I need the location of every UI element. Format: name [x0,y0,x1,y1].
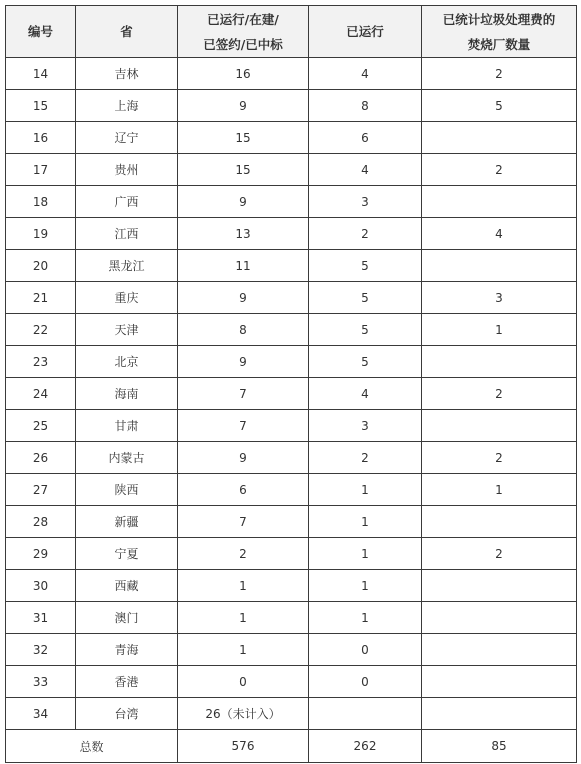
cell-province: 宁夏 [76,538,178,570]
cell-fee-count [422,570,577,602]
cell-province: 内蒙古 [76,442,178,474]
cell-fee-count: 2 [422,378,577,410]
cell-total-plants: 11 [178,250,309,282]
total-row [6,730,577,763]
header-id: 编号 [6,6,76,58]
table-row [6,154,577,186]
cell-fee-count: 2 [422,154,577,186]
cell-province: 台湾 [76,698,178,730]
header-fee-count [422,6,577,58]
table-row [6,634,577,666]
cell-province: 甘肃 [76,410,178,442]
cell-total-plants: 15 [178,154,309,186]
cell-operating: 2 [309,442,422,474]
table-row [6,186,577,218]
cell-id: 17 [6,154,76,186]
cell-total-plants: 7 [178,378,309,410]
header-total-line1: 已运行/在建/ [207,11,279,27]
cell-total-plants: 26（未计入） [178,698,309,730]
cell-province: 天津 [76,314,178,346]
table-row [6,442,577,474]
cell-id: 34 [6,698,76,730]
cell-id: 19 [6,218,76,250]
cell-province: 新疆 [76,506,178,538]
cell-id: 15 [6,90,76,122]
cell-fee-count: 1 [422,474,577,506]
cell-total-plants: 9 [178,346,309,378]
cell-operating: 1 [309,474,422,506]
cell-operating: 4 [309,378,422,410]
cell-operating: 3 [309,410,422,442]
cell-id: 31 [6,602,76,634]
table-row [6,698,577,730]
table-header [6,6,577,58]
cell-operating: 4 [309,58,422,90]
total-operating-sum: 262 [309,730,422,763]
cell-id: 27 [6,474,76,506]
table-row [6,314,577,346]
cell-province: 西藏 [76,570,178,602]
cell-id: 18 [6,186,76,218]
cell-province: 上海 [76,90,178,122]
cell-id: 22 [6,314,76,346]
cell-fee-count [422,410,577,442]
cell-id: 26 [6,442,76,474]
cell-fee-count: 2 [422,442,577,474]
table-row [6,378,577,410]
cell-province: 澳门 [76,602,178,634]
table-row [6,346,577,378]
cell-total-plants: 1 [178,634,309,666]
table-row [6,474,577,506]
cell-operating: 5 [309,346,422,378]
cell-total-plants: 9 [178,442,309,474]
cell-id: 29 [6,538,76,570]
cell-operating: 5 [309,250,422,282]
cell-operating: 3 [309,186,422,218]
table-row [6,570,577,602]
cell-fee-count [422,346,577,378]
total-plants-sum: 576 [178,730,309,763]
cell-operating: 4 [309,154,422,186]
cell-total-plants: 9 [178,282,309,314]
cell-fee-count [422,122,577,154]
cell-total-plants: 7 [178,410,309,442]
cell-id: 24 [6,378,76,410]
header-total-line2: 已签约/已中标 [203,36,283,52]
cell-operating: 6 [309,122,422,154]
cell-total-plants: 8 [178,314,309,346]
cell-operating: 5 [309,282,422,314]
cell-id: 28 [6,506,76,538]
cell-fee-count [422,250,577,282]
cell-operating: 2 [309,218,422,250]
cell-fee-count: 5 [422,90,577,122]
cell-total-plants: 9 [178,90,309,122]
cell-id: 23 [6,346,76,378]
cell-total-plants: 7 [178,506,309,538]
cell-total-plants: 9 [178,186,309,218]
cell-province: 贵州 [76,154,178,186]
cell-id: 32 [6,634,76,666]
cell-id: 16 [6,122,76,154]
table-body [6,58,577,763]
table-row [6,410,577,442]
cell-total-plants: 0 [178,666,309,698]
cell-id: 25 [6,410,76,442]
header-row [6,6,577,58]
total-label: 总数 [6,730,178,763]
table-row [6,218,577,250]
cell-operating: 1 [309,506,422,538]
cell-province: 海南 [76,378,178,410]
table-row [6,506,577,538]
cell-operating: 1 [309,570,422,602]
header-province: 省 [76,6,178,58]
cell-province: 北京 [76,346,178,378]
cell-id: 20 [6,250,76,282]
cell-operating: 0 [309,666,422,698]
cell-id: 14 [6,58,76,90]
cell-total-plants: 1 [178,570,309,602]
cell-fee-count: 3 [422,282,577,314]
cell-operating: 8 [309,90,422,122]
cell-province: 黑龙江 [76,250,178,282]
cell-total-plants: 13 [178,218,309,250]
cell-fee-count [422,186,577,218]
cell-province: 辽宁 [76,122,178,154]
cell-fee-count [422,506,577,538]
header-fee-line1: 已统计垃圾处理费的 [442,11,556,27]
header-total-plants [178,6,309,58]
table-row [6,90,577,122]
cell-id: 33 [6,666,76,698]
cell-operating: 1 [309,538,422,570]
cell-operating [309,698,422,730]
cell-total-plants: 15 [178,122,309,154]
cell-province: 广西 [76,186,178,218]
cell-operating: 5 [309,314,422,346]
table-row [6,250,577,282]
cell-operating: 1 [309,602,422,634]
cell-total-plants: 16 [178,58,309,90]
cell-fee-count: 2 [422,58,577,90]
cell-province: 重庆 [76,282,178,314]
total-fee-count-sum: 85 [422,730,577,763]
header-fee-line2: 焚烧厂数量 [467,36,531,52]
cell-fee-count [422,602,577,634]
cell-province: 香港 [76,666,178,698]
table-row [6,122,577,154]
cell-total-plants: 1 [178,602,309,634]
incineration-table [5,5,577,763]
table-row [6,282,577,314]
cell-operating: 0 [309,634,422,666]
table-row [6,602,577,634]
cell-fee-count [422,634,577,666]
cell-fee-count: 4 [422,218,577,250]
cell-id: 30 [6,570,76,602]
table-row [6,538,577,570]
table-row [6,58,577,90]
cell-fee-count [422,698,577,730]
cell-fee-count [422,666,577,698]
cell-id: 21 [6,282,76,314]
cell-province: 青海 [76,634,178,666]
cell-total-plants: 2 [178,538,309,570]
cell-fee-count: 1 [422,314,577,346]
cell-fee-count: 2 [422,538,577,570]
cell-province: 陕西 [76,474,178,506]
header-operating: 已运行 [309,6,422,58]
cell-total-plants: 6 [178,474,309,506]
table-row [6,666,577,698]
cell-province: 吉林 [76,58,178,90]
cell-province: 江西 [76,218,178,250]
